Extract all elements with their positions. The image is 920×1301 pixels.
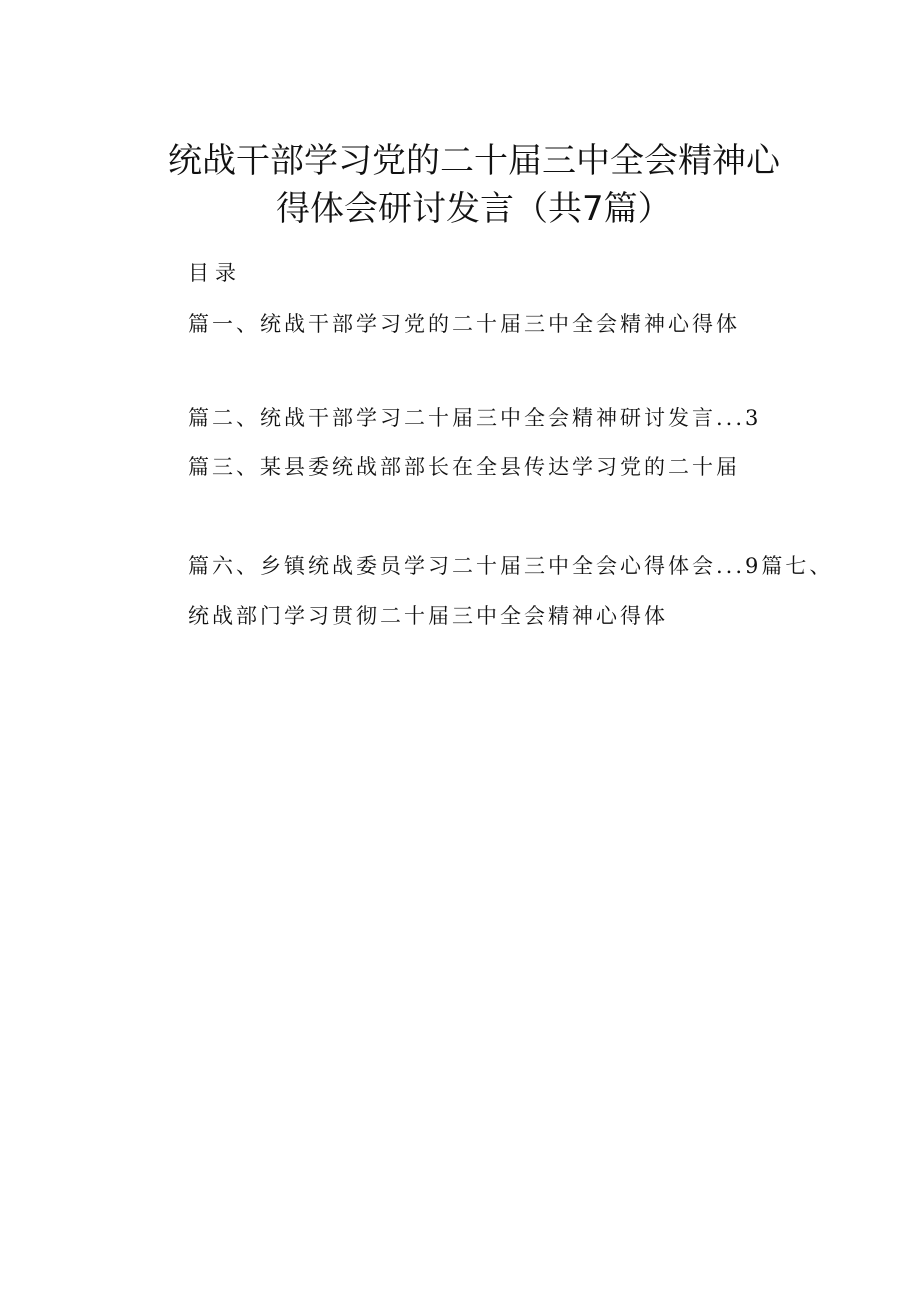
- document-title-line-1: 统战干部学习党的二十届三中全会精神心: [168, 141, 780, 181]
- toc-entry-4: 篇六、乡镇统战委员学习二十届三中全会心得体会...9篇七、: [188, 554, 834, 578]
- toc-heading: 目录: [188, 261, 242, 285]
- toc-entry-3: 篇三、某县委统战部部长在全县传达学习党的二十届: [188, 455, 740, 479]
- toc-entry-2: 篇二、统战干部学习二十届三中全会精神研讨发言...3: [188, 406, 762, 430]
- document-title-line-2: 得体会研讨发言（共7篇）: [276, 189, 672, 229]
- toc-entry-5: 统战部门学习贯彻二十届三中全会精神心得体: [188, 604, 668, 628]
- toc-entry-1: 篇一、统战干部学习党的二十届三中全会精神心得体: [188, 312, 740, 336]
